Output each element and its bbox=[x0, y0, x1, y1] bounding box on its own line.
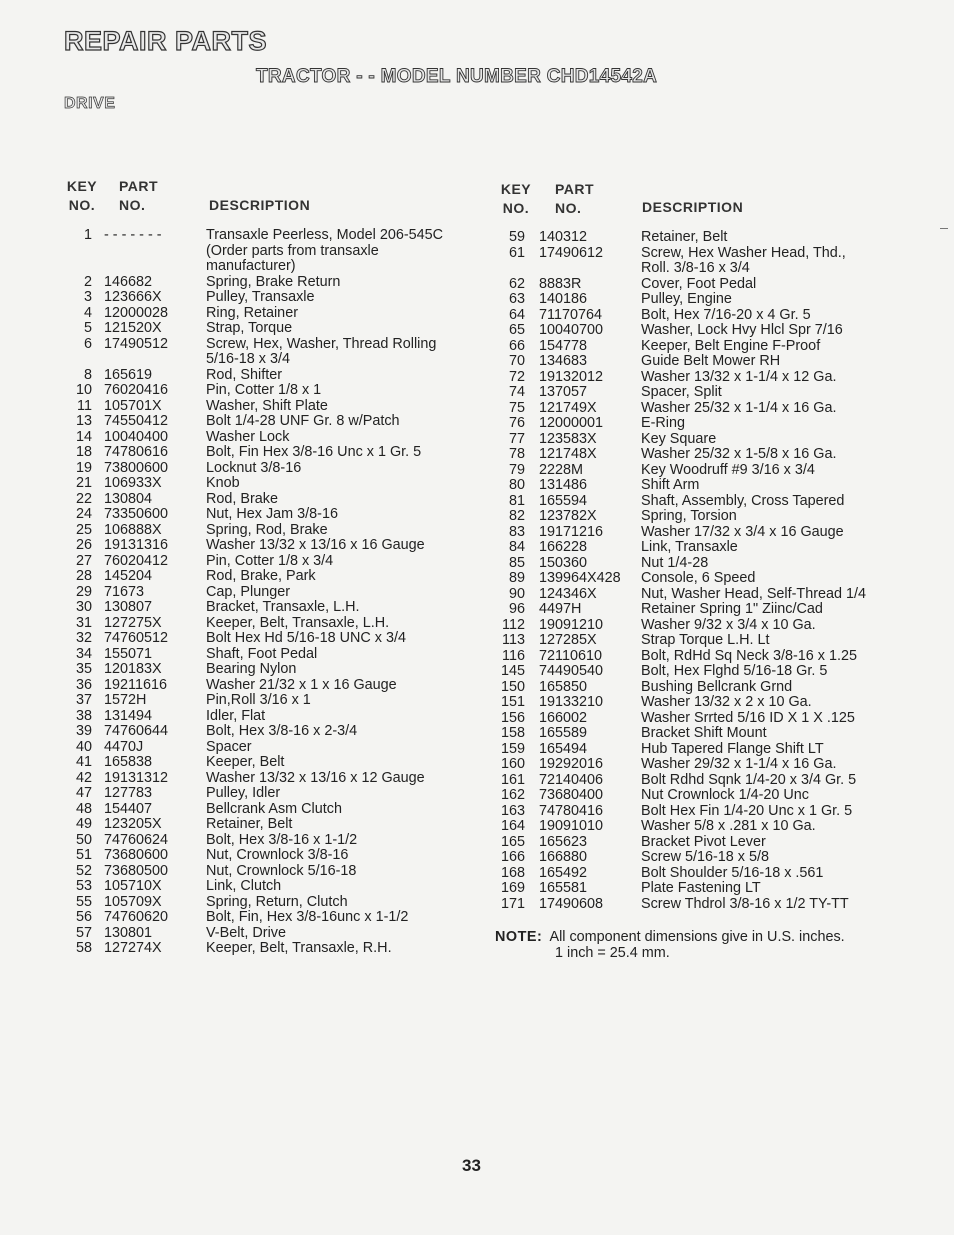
key-number: 22 bbox=[75, 490, 92, 507]
part-description: Keeper, Belt, Transaxle, L.H. bbox=[206, 614, 390, 631]
part-number: 120183X bbox=[104, 661, 162, 677]
part-description: Bushing Bellcrank Grnd bbox=[641, 678, 793, 695]
right-part-header: PART NO. bbox=[555, 181, 595, 216]
part-description: Shift Arm bbox=[641, 477, 700, 493]
key-number: 2 bbox=[83, 273, 92, 290]
note-line1: All component dimensions give in U.S. inches. bbox=[549, 929, 845, 945]
part-number: 17490512 bbox=[104, 335, 169, 352]
key-number: 84 bbox=[508, 539, 525, 555]
key-number: 75 bbox=[508, 399, 525, 416]
part-number: 131486 bbox=[539, 477, 588, 493]
key-number: 6 bbox=[83, 335, 92, 352]
key-number: 29 bbox=[75, 583, 92, 600]
right-key-header: KEY NO. bbox=[500, 181, 532, 216]
part-number: 74490540 bbox=[539, 663, 604, 679]
part-number: 73680500 bbox=[104, 862, 169, 879]
part-number: 74760624 bbox=[104, 831, 169, 848]
part-number: 73680400 bbox=[539, 787, 604, 803]
key-number: 163 bbox=[500, 802, 525, 819]
key-number: 165 bbox=[500, 833, 525, 850]
part-number: 10040700 bbox=[539, 322, 604, 338]
part-description: Bolt, RdHd Sq Neck 3/8-16 x 1.25 bbox=[641, 647, 857, 664]
key-number: 57 bbox=[75, 924, 92, 941]
key-number: 64 bbox=[508, 306, 525, 323]
part-number: 127783 bbox=[104, 785, 153, 801]
key-number: 10 bbox=[75, 382, 92, 398]
part-description: Bolt Rdhd Sqnk 1/4-20 x 3/4 Gr. 5 bbox=[641, 771, 857, 788]
key-number: 4 bbox=[83, 304, 92, 321]
key-number: 36 bbox=[75, 676, 92, 693]
key-number: 169 bbox=[500, 880, 525, 896]
key-number: 150 bbox=[500, 678, 525, 695]
part-number: - - - - - - - bbox=[104, 227, 162, 243]
part-number: 105710X bbox=[104, 878, 162, 894]
part-number: 19292016 bbox=[539, 756, 604, 772]
part-description: Washer 21/32 x 1 x 16 Gauge bbox=[206, 676, 397, 693]
part-description: Washer 13/32 x 2 x 10 Ga. bbox=[641, 694, 812, 710]
part-description: Pin,Roll 3/16 x 1 bbox=[206, 692, 311, 708]
part-description: Washer 13/32 x 13/16 x 16 Gauge bbox=[206, 537, 425, 553]
key-number: 145 bbox=[500, 663, 525, 679]
part-number: 72140406 bbox=[539, 771, 604, 788]
part-number: 123205X bbox=[104, 816, 162, 832]
part-description: 5/16-18 x 3/4 bbox=[206, 351, 291, 367]
key-number: 14 bbox=[75, 428, 92, 445]
part-number: 74550412 bbox=[104, 413, 169, 429]
part-number: 106888X bbox=[104, 521, 162, 538]
key-number: 156 bbox=[500, 709, 525, 726]
part-number: 17490612 bbox=[539, 244, 604, 261]
part-description: Nut Crownlock 1/4-20 Unc bbox=[641, 787, 809, 803]
part-number: 123782X bbox=[539, 508, 597, 524]
key-number: 171 bbox=[500, 895, 525, 912]
part-number: 140312 bbox=[539, 229, 588, 245]
key-number: 90 bbox=[508, 585, 525, 602]
part-description: Nut 1/4-28 bbox=[641, 554, 709, 571]
part-description: Spring, Rod, Brake bbox=[206, 521, 328, 538]
part-description: Bracket Pivot Lever bbox=[641, 833, 766, 850]
part-description: Spring, Return, Clutch bbox=[206, 893, 348, 910]
part-number: 105701X bbox=[104, 397, 162, 414]
part-number: 76020416 bbox=[104, 382, 169, 398]
part-number: 130807 bbox=[104, 599, 153, 615]
part-description: V-Belt, Drive bbox=[206, 924, 286, 941]
part-number: 2228M bbox=[539, 461, 584, 478]
key-number: 74 bbox=[508, 384, 525, 400]
key-number: 27 bbox=[75, 552, 92, 569]
part-description: Bolt, Fin, Hex 3/8-16unc x 1-1/2 bbox=[206, 909, 409, 925]
part-description: Retainer, Belt bbox=[206, 816, 293, 832]
part-number: 19211616 bbox=[104, 676, 167, 693]
part-description: Pin, Cotter 1/8 x 3/4 bbox=[206, 552, 334, 569]
margin-mark bbox=[940, 228, 948, 229]
part-number: 12000001 bbox=[539, 415, 604, 431]
part-description: Bolt Shoulder 5/16-18 x .561 bbox=[641, 864, 824, 881]
key-number: 151 bbox=[500, 694, 525, 710]
key-number: 50 bbox=[75, 831, 92, 848]
key-number: 42 bbox=[75, 769, 92, 786]
key-number: 58 bbox=[75, 940, 92, 956]
dimensions-note bbox=[495, 929, 845, 961]
part-description: Cap, Plunger bbox=[206, 583, 290, 600]
part-number: 165494 bbox=[539, 740, 588, 757]
key-number: 83 bbox=[508, 523, 525, 540]
key-number: 78 bbox=[508, 446, 525, 462]
part-description: Key Woodruff #9 3/16 x 3/4 bbox=[641, 461, 815, 478]
part-number: 127285X bbox=[539, 632, 597, 648]
part-number: 155071 bbox=[104, 645, 153, 662]
key-number: 52 bbox=[75, 862, 92, 879]
part-number: 165838 bbox=[104, 754, 153, 770]
key-number: 80 bbox=[508, 477, 525, 493]
part-description: Bearing Nylon bbox=[206, 661, 297, 677]
key-number: 53 bbox=[75, 878, 92, 894]
key-number: 158 bbox=[500, 725, 525, 741]
key-number: 66 bbox=[508, 337, 525, 354]
part-description: Bolt, Hex 7/16-20 x 4 Gr. 5 bbox=[641, 306, 811, 323]
part-description: Retainer Spring 1" Ziinc/Cad bbox=[641, 601, 823, 617]
part-number: 145204 bbox=[104, 568, 153, 584]
part-description: Retainer, Belt bbox=[641, 229, 728, 245]
part-number: 19132012 bbox=[539, 368, 604, 385]
part-number: 140186 bbox=[539, 291, 588, 307]
part-description: Link, Clutch bbox=[206, 878, 282, 894]
note-line2: 1 inch = 25.4 mm. bbox=[555, 945, 670, 961]
part-number: 73800600 bbox=[104, 459, 169, 476]
part-number: 124346X bbox=[539, 585, 597, 602]
part-description: Spacer bbox=[206, 738, 252, 755]
part-description: Bolt, Fin Hex 3/8-16 Unc x 1 Gr. 5 bbox=[206, 444, 422, 460]
part-number: 131494 bbox=[104, 707, 153, 724]
part-description: Idler, Flat bbox=[206, 707, 266, 724]
key-number: 161 bbox=[500, 771, 525, 788]
key-number: 30 bbox=[75, 599, 92, 615]
key-number: 47 bbox=[75, 785, 92, 801]
part-number: 121749X bbox=[539, 399, 597, 416]
part-description: Cover, Foot Pedal bbox=[641, 275, 757, 292]
part-number: 73680600 bbox=[104, 847, 169, 863]
part-description: Bolt, Hex 3/8-16 x 2-3/4 bbox=[206, 723, 358, 739]
part-description: Strap Torque L.H. Lt bbox=[641, 632, 770, 648]
key-number: 162 bbox=[500, 787, 525, 803]
part-description: Bolt Hex Hd 5/16-18 UNC x 3/4 bbox=[206, 630, 406, 646]
part-description: Pulley, Engine bbox=[641, 291, 732, 307]
part-number: 121748X bbox=[539, 446, 597, 462]
part-description: Spring, Brake Return bbox=[206, 273, 341, 290]
key-number: 79 bbox=[508, 461, 525, 478]
key-number: 49 bbox=[75, 816, 92, 832]
key-number: 62 bbox=[508, 275, 525, 292]
part-description: Rod, Brake, Park bbox=[206, 568, 316, 584]
left-description-header: DESCRIPTION bbox=[209, 197, 311, 213]
part-description: Roll. 3/8-16 x 3/4 bbox=[641, 260, 750, 276]
part-number: 123666X bbox=[104, 289, 162, 305]
part-number: 74780616 bbox=[104, 444, 169, 460]
part-number: 71170764 bbox=[539, 306, 602, 323]
part-description: Washer 13/32 x 1-1/4 x 12 Ga. bbox=[641, 368, 837, 385]
part-number: 130801 bbox=[104, 924, 153, 941]
key-number: 70 bbox=[508, 353, 525, 369]
part-number: 17490608 bbox=[539, 895, 604, 912]
key-number: 13 bbox=[75, 413, 92, 429]
section-heading: DRIVE bbox=[64, 95, 116, 112]
part-number: 74760620 bbox=[104, 909, 169, 925]
part-number: 130804 bbox=[104, 490, 153, 507]
part-number: 165623 bbox=[539, 833, 588, 850]
key-number: 82 bbox=[508, 508, 525, 524]
part-description: Guide Belt Mower RH bbox=[641, 353, 781, 369]
part-description: Screw Thdrol 3/8-16 x 1/2 TY-TT bbox=[641, 895, 849, 912]
part-number: 127275X bbox=[104, 614, 162, 631]
part-description: Rod, Shifter bbox=[206, 366, 282, 383]
part-description: Screw, Hex Washer Head, Thd., bbox=[641, 244, 846, 261]
part-number: 74760512 bbox=[104, 630, 169, 646]
key-number: 63 bbox=[508, 291, 525, 307]
key-number: 51 bbox=[75, 847, 92, 863]
part-description: Shaft, Assembly, Cross Tapered bbox=[641, 492, 845, 509]
part-description: Pulley, Idler bbox=[206, 785, 281, 801]
part-description: Washer 5/8 x .281 x 10 Ga. bbox=[641, 818, 816, 834]
key-number: 21 bbox=[75, 475, 92, 491]
key-number: 61 bbox=[508, 244, 525, 261]
key-number: 72 bbox=[508, 368, 525, 385]
part-description: Keeper, Belt, Transaxle, R.H. bbox=[206, 940, 392, 956]
key-number: 65 bbox=[508, 322, 525, 338]
key-number: 55 bbox=[75, 893, 92, 910]
key-number: 116 bbox=[502, 647, 525, 664]
part-description: Nut, Hex Jam 3/8-16 bbox=[206, 506, 338, 522]
part-description: Hub Tapered Flange Shift LT bbox=[641, 740, 824, 757]
key-number: 18 bbox=[75, 444, 92, 460]
key-number: 8 bbox=[83, 366, 92, 383]
key-number: 168 bbox=[500, 864, 525, 881]
part-number: 1572H bbox=[104, 692, 147, 708]
part-number: 121520X bbox=[104, 320, 162, 336]
part-description: Screw, Hex, Washer, Thread Rolling bbox=[206, 335, 437, 352]
part-number: 10040400 bbox=[104, 428, 169, 445]
part-number: 74760644 bbox=[104, 723, 169, 739]
key-number: 76 bbox=[508, 415, 525, 431]
key-number: 96 bbox=[508, 601, 525, 617]
left-key-header: KEY NO. bbox=[66, 178, 98, 213]
part-description: Keeper, Belt Engine F-Proof bbox=[641, 337, 821, 354]
key-number: 1 bbox=[83, 227, 92, 243]
part-description: Spacer, Split bbox=[641, 384, 722, 400]
key-number: 32 bbox=[75, 630, 92, 646]
part-description: manufacturer) bbox=[206, 258, 296, 274]
part-number: 12000028 bbox=[104, 304, 169, 321]
part-description: Transaxle Peerless, Model 206-545C bbox=[206, 227, 444, 243]
part-number: 127274X bbox=[104, 940, 162, 956]
part-number: 146682 bbox=[104, 273, 153, 290]
key-number: 35 bbox=[75, 661, 92, 677]
part-number: 166228 bbox=[539, 539, 588, 555]
part-description: Knob bbox=[206, 475, 240, 491]
part-description: Key Square bbox=[641, 430, 717, 447]
part-description: Pulley, Transaxle bbox=[206, 289, 315, 305]
key-number: 113 bbox=[502, 632, 525, 648]
part-description: Washer 25/32 x 1-1/4 x 16 Ga. bbox=[641, 399, 837, 416]
key-number: 37 bbox=[75, 692, 92, 708]
part-number: 71673 bbox=[104, 583, 145, 600]
part-number: 73350600 bbox=[104, 506, 169, 522]
part-description: Pin, Cotter 1/8 x 1 bbox=[206, 382, 322, 398]
part-number: 105709X bbox=[104, 893, 162, 910]
part-description: Screw 5/16-18 x 5/8 bbox=[641, 849, 769, 865]
part-number: 72110610 bbox=[539, 647, 602, 664]
key-number: 48 bbox=[75, 800, 92, 817]
part-description: Washer 13/32 x 13/16 x 12 Gauge bbox=[206, 769, 425, 786]
part-number: 165850 bbox=[539, 678, 588, 695]
part-description: E-Ring bbox=[641, 415, 685, 431]
part-description: Washer 25/32 x 1-5/8 x 16 Ga. bbox=[641, 446, 837, 462]
part-description: Link, Transaxle bbox=[641, 539, 738, 555]
key-number: 81 bbox=[508, 492, 525, 509]
part-number: 154778 bbox=[539, 337, 588, 354]
key-number: 166 bbox=[500, 849, 525, 865]
key-number: 164 bbox=[500, 818, 525, 834]
part-number: 134683 bbox=[539, 353, 588, 369]
left-part-header: PART NO. bbox=[119, 178, 159, 213]
part-description: Ring, Retainer bbox=[206, 304, 298, 321]
part-number: 165589 bbox=[539, 725, 588, 741]
key-number: 159 bbox=[500, 740, 525, 757]
part-number: 19133210 bbox=[539, 694, 604, 710]
part-number: 165619 bbox=[104, 366, 153, 383]
note-label: NOTE: bbox=[495, 929, 543, 945]
key-number: 28 bbox=[75, 568, 92, 584]
key-number: 3 bbox=[83, 289, 92, 305]
key-number: 5 bbox=[83, 320, 92, 336]
key-number: 160 bbox=[500, 756, 525, 772]
part-description: Locknut 3/8-16 bbox=[206, 459, 302, 476]
part-description: Nut, Washer Head, Self-Thread 1/4 bbox=[641, 585, 867, 602]
part-number: 139964X428 bbox=[539, 570, 621, 586]
key-number: 85 bbox=[508, 554, 525, 571]
part-number: 137057 bbox=[539, 384, 588, 400]
right-description-header: DESCRIPTION bbox=[642, 199, 744, 215]
part-description: Console, 6 Speed bbox=[641, 570, 756, 586]
part-number: 74780416 bbox=[539, 802, 604, 819]
key-number: 39 bbox=[75, 723, 92, 739]
part-number: 76020412 bbox=[104, 552, 169, 569]
key-number: 11 bbox=[77, 397, 92, 414]
part-description: Bolt, Hex Flghd 5/16-18 Gr. 5 bbox=[641, 663, 828, 679]
part-description: Washer, Shift Plate bbox=[206, 397, 328, 414]
part-description: Bellcrank Asm Clutch bbox=[206, 800, 342, 817]
key-number: 112 bbox=[502, 616, 525, 633]
part-description: Washer 29/32 x 1-1/4 x 16 Ga. bbox=[641, 756, 837, 772]
key-number: 56 bbox=[75, 909, 92, 925]
part-number: 19131312 bbox=[104, 769, 169, 786]
key-number: 34 bbox=[75, 645, 92, 662]
key-number: 19 bbox=[75, 459, 92, 476]
part-description: Plate Fastening LT bbox=[641, 880, 761, 896]
key-number: 25 bbox=[75, 521, 92, 538]
part-description: Strap, Torque bbox=[206, 320, 293, 336]
part-description: Washer Lock bbox=[206, 428, 290, 445]
part-number: 154407 bbox=[104, 800, 153, 817]
part-number: 19091010 bbox=[539, 818, 604, 834]
part-number: 166002 bbox=[539, 709, 588, 726]
part-description: Bracket, Transaxle, L.H. bbox=[206, 599, 360, 615]
page-number: 33 bbox=[462, 1156, 481, 1175]
part-description: Washer 9/32 x 3/4 x 10 Ga. bbox=[641, 616, 816, 633]
part-number: 150360 bbox=[539, 554, 588, 571]
part-description: Washer, Lock Hvy Hlcl Spr 7/16 bbox=[641, 322, 843, 338]
key-number: 41 bbox=[75, 754, 92, 770]
part-description: Shaft, Foot Pedal bbox=[206, 645, 318, 662]
part-description: (Order parts from transaxle bbox=[206, 242, 379, 259]
part-number: 4470J bbox=[104, 738, 144, 755]
part-number: 19171216 bbox=[539, 523, 604, 540]
part-description: Bracket Shift Mount bbox=[641, 725, 767, 741]
key-number: 40 bbox=[75, 738, 92, 755]
part-description: Spring, Torsion bbox=[641, 508, 737, 524]
key-number: 31 bbox=[75, 614, 92, 631]
part-description: Washer 17/32 x 3/4 x 16 Gauge bbox=[641, 523, 844, 540]
part-description: Nut, Crownlock 5/16-18 bbox=[206, 862, 357, 879]
part-number: 123583X bbox=[539, 430, 597, 447]
key-number: 26 bbox=[75, 537, 92, 553]
part-description: Bolt 1/4-28 UNF Gr. 8 w/Patch bbox=[206, 413, 400, 429]
part-number: 165594 bbox=[539, 492, 588, 509]
part-number: 4497H bbox=[539, 601, 582, 617]
part-description: Rod, Brake bbox=[206, 490, 278, 507]
model-subtitle: TRACTOR - - MODEL NUMBER CHD14542A bbox=[256, 66, 658, 87]
part-number: 8883R bbox=[539, 275, 582, 292]
part-number: 19131316 bbox=[104, 537, 169, 553]
part-description: Nut, Crownlock 3/8-16 bbox=[206, 847, 349, 863]
page-title: REPAIR PARTS bbox=[64, 26, 268, 56]
part-number: 165581 bbox=[539, 880, 588, 896]
part-number: 165492 bbox=[539, 864, 588, 881]
part-number: 19091210 bbox=[539, 616, 604, 633]
part-number: 166880 bbox=[539, 849, 588, 865]
key-number: 24 bbox=[75, 506, 92, 522]
part-number: 106933X bbox=[104, 475, 162, 491]
part-description: Washer Srrted 5/16 ID X 1 X .125 bbox=[641, 709, 855, 726]
part-description: Bolt, Hex 3/8-16 x 1-1/2 bbox=[206, 831, 358, 848]
part-description: Bolt Hex Fin 1/4-20 Unc x 1 Gr. 5 bbox=[641, 802, 853, 819]
key-number: 59 bbox=[508, 229, 525, 245]
part-description: Keeper, Belt bbox=[206, 754, 285, 770]
key-number: 77 bbox=[508, 430, 525, 447]
key-number: 89 bbox=[508, 570, 525, 586]
key-number: 38 bbox=[75, 707, 92, 724]
